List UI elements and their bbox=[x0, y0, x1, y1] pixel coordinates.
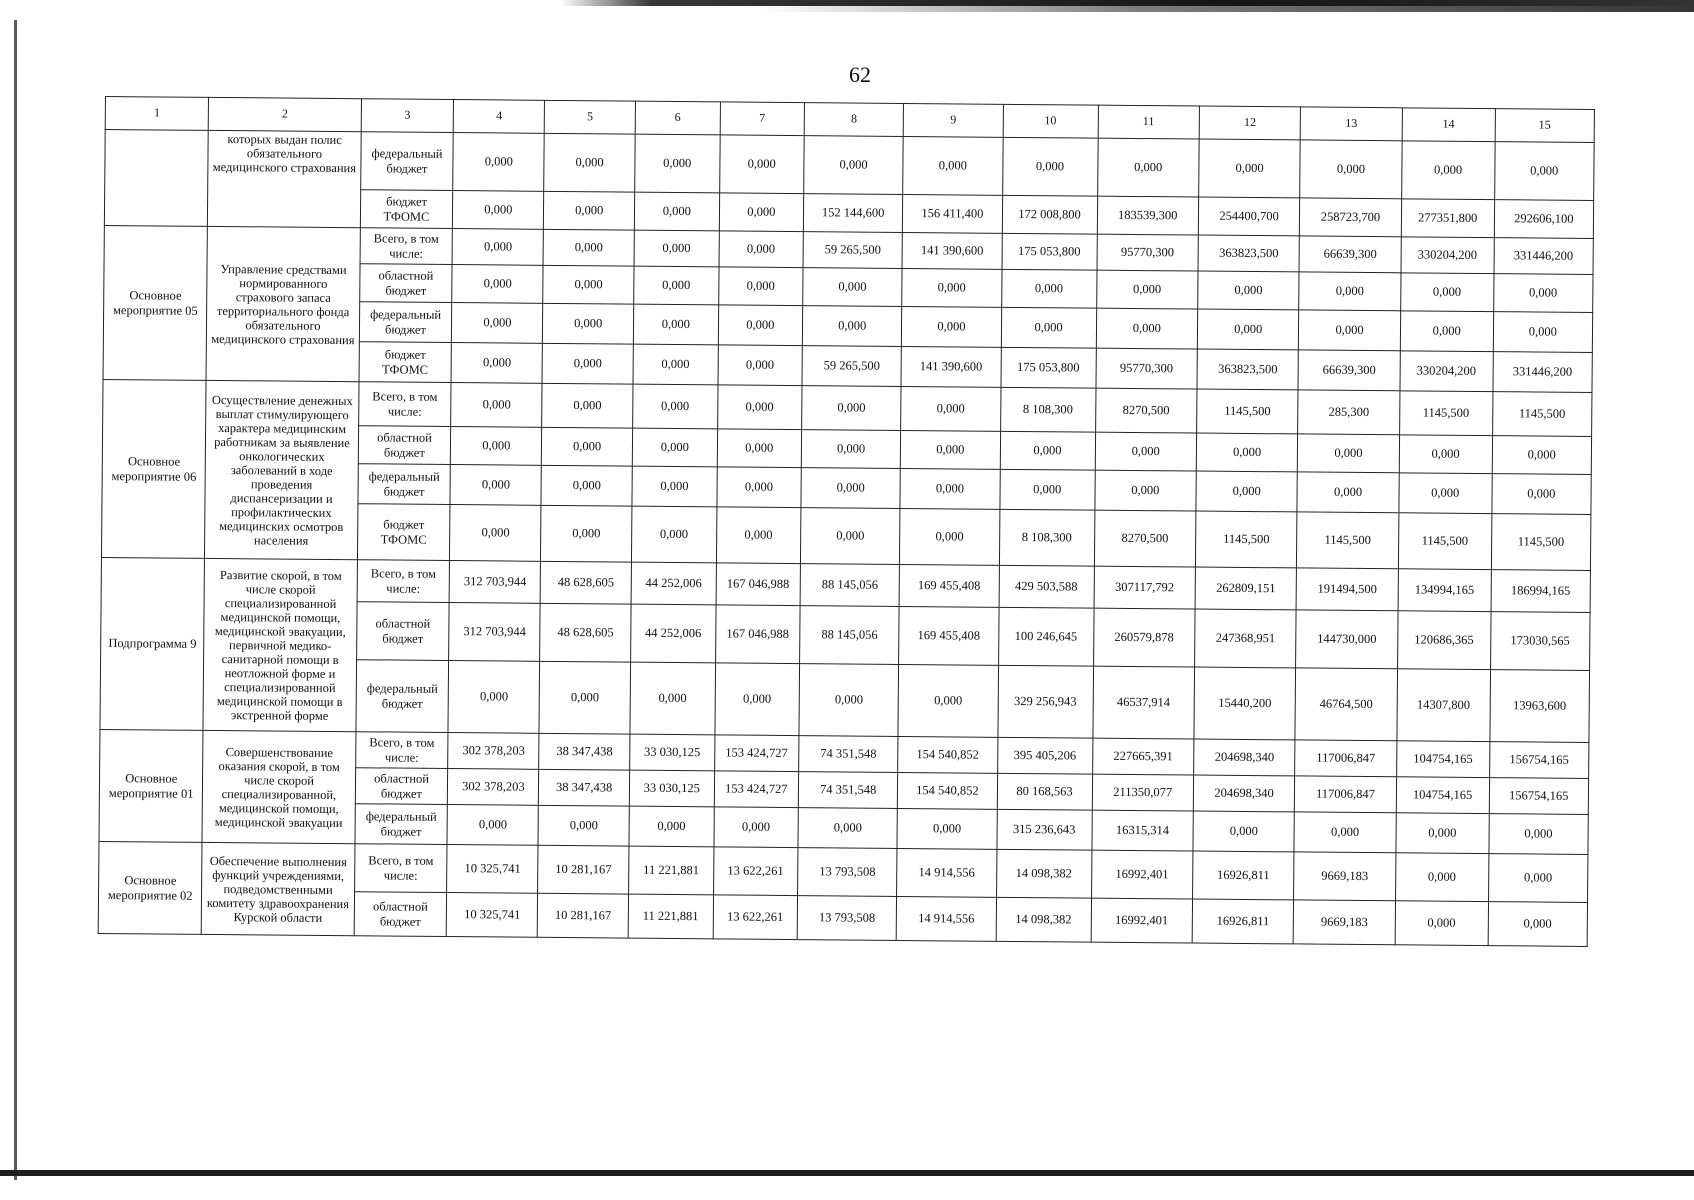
value-cell: 247368,951 bbox=[1195, 609, 1297, 668]
value-cell: 1145,500 bbox=[1195, 511, 1297, 568]
value-cell: 363823,500 bbox=[1198, 235, 1300, 272]
value-cell: 204698,340 bbox=[1193, 775, 1295, 812]
value-cell: 134994,165 bbox=[1398, 569, 1491, 612]
value-cell: 331446,200 bbox=[1494, 238, 1594, 275]
value-cell: 0,000 bbox=[1298, 434, 1400, 473]
value-cell: 277351,800 bbox=[1401, 199, 1494, 238]
value-cell: 0,000 bbox=[453, 191, 544, 230]
value-cell: 16992,401 bbox=[1091, 898, 1193, 943]
value-cell: 38 347,438 bbox=[539, 733, 630, 770]
value-cell: 66639,300 bbox=[1299, 236, 1401, 273]
value-cell: 0,000 bbox=[1299, 310, 1401, 351]
value-cell: 153 424,727 bbox=[714, 771, 799, 808]
value-cell: 153 424,727 bbox=[714, 735, 799, 772]
value-cell: 0,000 bbox=[541, 505, 632, 562]
value-cell: 0,000 bbox=[719, 231, 804, 268]
value-cell: 0,000 bbox=[1197, 309, 1299, 350]
funding-source: Всего, в том числе: bbox=[358, 382, 451, 427]
value-cell: 0,000 bbox=[801, 468, 901, 509]
funding-source: областной бюджет bbox=[354, 892, 447, 937]
value-cell: 169 455,408 bbox=[899, 564, 999, 607]
column-header: 13 bbox=[1301, 107, 1403, 141]
value-cell: 307117,792 bbox=[1094, 566, 1196, 609]
value-cell: 262809,151 bbox=[1195, 567, 1297, 610]
funding-source: федеральный бюджет bbox=[355, 804, 448, 845]
activity-name: Основное мероприятие 02 bbox=[98, 841, 202, 934]
value-cell: 33 030,125 bbox=[630, 734, 715, 771]
value-cell: 0,000 bbox=[1196, 471, 1298, 512]
value-cell: 227665,391 bbox=[1092, 738, 1194, 775]
value-cell: 0,000 bbox=[632, 506, 717, 563]
value-cell: 0,000 bbox=[1095, 470, 1197, 511]
value-cell: 0,000 bbox=[1001, 307, 1096, 348]
activity-description: которых выдан полис обязательного медицинского страхования bbox=[208, 130, 361, 227]
value-cell: 0,000 bbox=[719, 135, 804, 194]
activity-name: Основное мероприятие 05 bbox=[103, 225, 208, 380]
value-cell: 0,000 bbox=[800, 508, 900, 565]
activity-description: Управление средствами нормированного страхового запаса территориального фонда обязательного медицинского страхования bbox=[207, 226, 360, 381]
value-cell: 258723,700 bbox=[1300, 198, 1402, 237]
value-cell: 0,000 bbox=[453, 133, 544, 192]
value-cell: 173030,565 bbox=[1490, 612, 1590, 671]
value-cell: 8270,500 bbox=[1094, 510, 1196, 567]
value-cell: 1145,500 bbox=[1297, 512, 1399, 569]
value-cell: 0,000 bbox=[451, 427, 542, 466]
value-cell: 0,000 bbox=[803, 268, 903, 307]
value-cell: 16926,811 bbox=[1193, 851, 1295, 900]
value-cell: 330204,200 bbox=[1400, 351, 1493, 392]
funding-source: Всего, в том числе: bbox=[354, 844, 447, 893]
value-cell: 0,000 bbox=[1488, 902, 1588, 947]
funding-source: федеральный бюджет bbox=[360, 132, 453, 191]
value-cell: 0,000 bbox=[1493, 274, 1593, 313]
value-cell: 167 046,988 bbox=[715, 605, 800, 664]
value-cell: 8270,500 bbox=[1095, 388, 1197, 433]
value-cell: 0,000 bbox=[719, 193, 804, 232]
column-header: 15 bbox=[1495, 109, 1595, 143]
value-cell: 14 914,556 bbox=[896, 896, 996, 941]
value-cell: 329 256,943 bbox=[998, 665, 1094, 738]
value-cell: 13963,600 bbox=[1490, 670, 1590, 743]
value-cell: 0,000 bbox=[716, 507, 801, 564]
value-cell: 13 793,508 bbox=[798, 848, 898, 897]
value-cell: 0,000 bbox=[447, 805, 538, 846]
value-cell: 10 325,741 bbox=[447, 845, 538, 894]
value-cell: 0,000 bbox=[1396, 813, 1489, 854]
value-cell: 0,000 bbox=[898, 664, 998, 737]
column-header: 2 bbox=[209, 97, 361, 131]
value-cell: 0,000 bbox=[901, 430, 1001, 469]
funding-source: федеральный бюджет bbox=[356, 660, 450, 733]
value-cell: 46764,500 bbox=[1295, 668, 1397, 741]
scan-edge-top-shadow bbox=[760, 6, 1694, 12]
value-cell: 48 628,605 bbox=[540, 603, 631, 662]
value-cell: 0,000 bbox=[798, 808, 898, 849]
value-cell: 0,000 bbox=[897, 808, 997, 849]
value-cell: 0,000 bbox=[633, 304, 718, 345]
value-cell: 59 265,500 bbox=[803, 232, 903, 269]
value-cell: 0,000 bbox=[901, 386, 1001, 431]
value-cell: 9669,183 bbox=[1294, 852, 1396, 901]
funding-source: бюджет ТФОМС bbox=[359, 342, 452, 383]
value-cell: 88 145,056 bbox=[800, 564, 900, 607]
funding-source: бюджет ТФОМС bbox=[360, 190, 453, 229]
value-cell: 1145,500 bbox=[1492, 392, 1592, 437]
value-cell: 14 098,382 bbox=[996, 849, 1091, 898]
value-cell: 120686,365 bbox=[1397, 611, 1490, 670]
value-cell: 0,000 bbox=[718, 305, 803, 346]
value-cell: 95770,300 bbox=[1097, 234, 1199, 271]
value-cell: 186994,165 bbox=[1491, 570, 1591, 613]
value-cell: 0,000 bbox=[1097, 138, 1199, 197]
value-cell: 0,000 bbox=[1196, 433, 1298, 472]
value-cell: 0,000 bbox=[634, 230, 719, 267]
value-cell: 312 703,944 bbox=[449, 603, 540, 662]
column-header: 8 bbox=[804, 103, 904, 137]
column-header: 14 bbox=[1402, 108, 1495, 142]
value-cell: 395 405,206 bbox=[997, 737, 1092, 774]
value-cell: 0,000 bbox=[1489, 814, 1589, 855]
funding-source: областной бюджет bbox=[358, 426, 451, 465]
value-cell: 14 098,382 bbox=[996, 897, 1091, 942]
value-cell: 0,000 bbox=[452, 265, 543, 304]
value-cell: 48 628,605 bbox=[540, 561, 631, 604]
value-cell: 1145,500 bbox=[1398, 513, 1491, 570]
activity-description: Совершенствование оказания скорой, в том числе скорой специализированной, медицинской помощи, медицинской эвакуации bbox=[202, 730, 355, 843]
budget-table-container bbox=[98, 96, 1595, 947]
value-cell: 0,000 bbox=[1199, 139, 1301, 198]
value-cell: 302 378,203 bbox=[448, 733, 539, 770]
value-cell: 16926,811 bbox=[1192, 899, 1294, 944]
value-cell: 292606,100 bbox=[1494, 200, 1594, 239]
funding-source: Всего, в том числе: bbox=[357, 560, 450, 603]
value-cell: 74 351,548 bbox=[798, 772, 898, 809]
value-cell: 10 325,741 bbox=[447, 893, 538, 938]
column-header: 9 bbox=[903, 103, 1003, 137]
column-header: 12 bbox=[1199, 106, 1301, 140]
value-cell: 44 252,006 bbox=[631, 562, 716, 605]
value-cell: 0,000 bbox=[543, 265, 634, 304]
value-cell: 0,000 bbox=[804, 136, 904, 195]
value-cell: 169 455,408 bbox=[899, 606, 999, 665]
value-cell: 144730,000 bbox=[1296, 610, 1398, 669]
value-cell: 152 144,600 bbox=[803, 194, 903, 233]
value-cell: 0,000 bbox=[1401, 141, 1494, 200]
value-cell: 0,000 bbox=[450, 505, 541, 562]
value-cell: 0,000 bbox=[715, 663, 800, 736]
value-cell: 0,000 bbox=[1095, 432, 1197, 471]
funding-source: федеральный бюджет bbox=[359, 302, 452, 343]
table-body bbox=[98, 97, 1594, 947]
activity-description: Развитие скорой, в том числе скорой специализированной медицинской помощи, медицинской эвакуации, первичной медико-санитарной помощи в неотложной форме и специализированной медицинской помощи в экстренной форме bbox=[203, 558, 357, 731]
value-cell: 0,000 bbox=[1493, 312, 1593, 353]
value-cell: 8 108,300 bbox=[1000, 387, 1095, 432]
value-cell: 0,000 bbox=[543, 303, 634, 344]
value-cell: 260579,878 bbox=[1093, 608, 1195, 667]
value-cell: 429 503,588 bbox=[999, 565, 1094, 608]
activity-name bbox=[104, 130, 208, 227]
value-cell: 0,000 bbox=[538, 805, 629, 846]
value-cell: 0,000 bbox=[1001, 269, 1096, 308]
value-cell: 0,000 bbox=[718, 267, 803, 306]
value-cell: 9669,183 bbox=[1293, 900, 1395, 945]
value-cell: 0,000 bbox=[801, 430, 901, 469]
value-cell: 46537,914 bbox=[1093, 666, 1195, 739]
value-cell: 0,000 bbox=[1297, 472, 1399, 513]
value-cell: 363823,500 bbox=[1197, 349, 1299, 390]
value-cell: 0,000 bbox=[900, 508, 1000, 565]
value-cell: 0,000 bbox=[1494, 142, 1594, 201]
column-header: 11 bbox=[1098, 105, 1200, 139]
value-cell: 80 168,563 bbox=[997, 773, 1092, 810]
value-cell: 0,000 bbox=[1395, 853, 1488, 902]
value-cell: 0,000 bbox=[542, 427, 633, 466]
value-cell: 117006,847 bbox=[1295, 776, 1397, 813]
value-cell: 0,000 bbox=[629, 806, 714, 847]
value-cell: 312 703,944 bbox=[450, 561, 541, 604]
column-header: 3 bbox=[361, 99, 454, 133]
value-cell: 0,000 bbox=[633, 344, 718, 385]
value-cell: 0,000 bbox=[1488, 854, 1588, 903]
value-cell: 315 236,643 bbox=[997, 809, 1092, 850]
value-cell: 0,000 bbox=[1193, 811, 1295, 852]
value-cell: 0,000 bbox=[799, 664, 899, 737]
value-cell: 175 053,800 bbox=[1002, 233, 1097, 270]
funding-source: бюджет ТФОМС bbox=[357, 504, 450, 561]
activity-name: Подпрограмма 9 bbox=[100, 557, 205, 730]
column-header: 5 bbox=[544, 100, 635, 134]
value-cell: 11 221,881 bbox=[628, 894, 713, 939]
value-cell: 0,000 bbox=[1300, 140, 1402, 199]
column-header: 7 bbox=[720, 102, 805, 136]
value-cell: 88 145,056 bbox=[800, 606, 900, 665]
value-cell: 66639,300 bbox=[1298, 350, 1400, 391]
value-cell: 0,000 bbox=[541, 465, 632, 506]
value-cell: 0,000 bbox=[634, 192, 719, 231]
value-cell: 95770,300 bbox=[1096, 348, 1198, 389]
value-cell: 0,000 bbox=[634, 266, 719, 305]
value-cell: 330204,200 bbox=[1401, 237, 1494, 274]
activity-name: Основное мероприятие 06 bbox=[101, 379, 206, 558]
value-cell: 16992,401 bbox=[1091, 850, 1193, 899]
value-cell: 0,000 bbox=[1400, 273, 1493, 312]
value-cell: 0,000 bbox=[451, 343, 542, 384]
value-cell: 211350,077 bbox=[1092, 774, 1194, 811]
value-cell: 13 793,508 bbox=[797, 896, 897, 941]
value-cell: 0,000 bbox=[1096, 308, 1198, 349]
value-cell: 0,000 bbox=[1002, 137, 1098, 196]
value-cell: 0,000 bbox=[452, 303, 543, 344]
value-cell: 14307,800 bbox=[1397, 669, 1491, 742]
value-cell: 44 252,006 bbox=[631, 604, 716, 663]
value-cell: 0,000 bbox=[1400, 311, 1493, 352]
value-cell: 38 347,438 bbox=[539, 769, 630, 806]
activity-name: Основное мероприятие 01 bbox=[99, 729, 203, 842]
table-row bbox=[105, 130, 1594, 201]
value-cell: 0,000 bbox=[1000, 431, 1095, 470]
value-cell: 0,000 bbox=[543, 229, 634, 266]
value-cell: 0,000 bbox=[633, 384, 718, 429]
funding-source: федеральный бюджет bbox=[357, 464, 450, 505]
value-cell: 0,000 bbox=[903, 136, 1003, 195]
value-cell: 8 108,300 bbox=[999, 509, 1095, 566]
value-cell: 0,000 bbox=[542, 383, 633, 428]
value-cell: 0,000 bbox=[630, 662, 715, 735]
value-cell: 0,000 bbox=[1492, 474, 1592, 515]
value-cell: 156 411,400 bbox=[903, 194, 1003, 233]
value-cell: 0,000 bbox=[544, 191, 635, 230]
funding-source: областной бюджет bbox=[356, 602, 449, 661]
value-cell: 191494,500 bbox=[1296, 568, 1398, 611]
value-cell: 15440,200 bbox=[1194, 667, 1296, 740]
budget-table bbox=[98, 96, 1595, 947]
funding-source: Всего, в том числе: bbox=[360, 228, 453, 265]
column-header: 10 bbox=[1003, 104, 1098, 138]
value-cell: 0,000 bbox=[1294, 812, 1396, 853]
value-cell: 0,000 bbox=[453, 229, 544, 266]
value-cell: 0,000 bbox=[448, 661, 539, 734]
value-cell: 0,000 bbox=[902, 268, 1002, 307]
value-cell: 302 378,203 bbox=[448, 769, 539, 806]
value-cell: 1145,500 bbox=[1399, 391, 1492, 436]
activity-description: Обеспечение выполнения функций учреждениями, подведомственными комитету здравоохранения Курской области bbox=[202, 842, 355, 935]
value-cell: 0,000 bbox=[635, 134, 720, 193]
value-cell: 0,000 bbox=[1492, 436, 1592, 475]
value-cell: 156754,165 bbox=[1489, 778, 1589, 815]
value-cell: 10 281,167 bbox=[537, 893, 628, 938]
value-cell: 0,000 bbox=[999, 469, 1094, 510]
value-cell: 0,000 bbox=[902, 306, 1002, 347]
value-cell: 74 351,548 bbox=[799, 736, 899, 773]
value-cell: 104754,165 bbox=[1396, 777, 1489, 814]
value-cell: 104754,165 bbox=[1396, 741, 1489, 778]
value-cell: 285,300 bbox=[1298, 390, 1400, 435]
value-cell: 0,000 bbox=[717, 385, 802, 430]
value-cell: 204698,340 bbox=[1194, 739, 1296, 776]
value-cell: 0,000 bbox=[632, 466, 717, 507]
value-cell: 1145,500 bbox=[1197, 389, 1299, 434]
value-cell: 14 914,556 bbox=[897, 848, 997, 897]
value-cell: 100 246,645 bbox=[998, 607, 1094, 666]
value-cell: 141 390,600 bbox=[902, 232, 1002, 269]
value-cell: 0,000 bbox=[1096, 270, 1198, 309]
value-cell: 0,000 bbox=[1395, 901, 1488, 946]
scan-edge-left bbox=[14, 20, 17, 1180]
value-cell: 1145,500 bbox=[1491, 514, 1591, 571]
value-cell: 0,000 bbox=[1399, 435, 1492, 474]
value-cell: 0,000 bbox=[632, 428, 717, 467]
value-cell: 0,000 bbox=[1299, 272, 1401, 311]
scan-edge-bottom bbox=[0, 1170, 1694, 1176]
value-cell: 0,000 bbox=[718, 345, 803, 386]
value-cell: 0,000 bbox=[717, 467, 802, 508]
funding-source: Всего, в том числе: bbox=[355, 732, 448, 769]
value-cell: 0,000 bbox=[802, 386, 902, 431]
value-cell: 0,000 bbox=[1399, 473, 1492, 514]
value-cell: 183539,300 bbox=[1097, 196, 1199, 235]
value-cell: 0,000 bbox=[450, 465, 541, 506]
value-cell: 141 390,600 bbox=[901, 346, 1001, 387]
value-cell: 11 221,881 bbox=[629, 846, 714, 895]
value-cell: 167 046,988 bbox=[716, 563, 801, 606]
value-cell: 0,000 bbox=[900, 468, 1000, 509]
value-cell: 331446,200 bbox=[1493, 352, 1593, 393]
value-cell: 10 281,167 bbox=[538, 845, 629, 894]
value-cell: 0,000 bbox=[717, 429, 802, 468]
value-cell: 13 622,261 bbox=[713, 895, 798, 940]
value-cell: 0,000 bbox=[544, 133, 635, 192]
value-cell: 0,000 bbox=[542, 343, 633, 384]
funding-source: областной бюджет bbox=[359, 264, 452, 303]
value-cell: 0,000 bbox=[802, 306, 902, 347]
value-cell: 172 008,800 bbox=[1002, 195, 1097, 234]
column-header: 1 bbox=[105, 97, 209, 131]
column-header: 6 bbox=[635, 101, 720, 135]
value-cell: 13 622,261 bbox=[713, 847, 798, 896]
value-cell: 16315,314 bbox=[1092, 810, 1194, 851]
value-cell: 0,000 bbox=[451, 383, 542, 428]
value-cell: 154 540,852 bbox=[898, 736, 998, 773]
funding-source: областной бюджет bbox=[355, 768, 448, 805]
value-cell: 254400,700 bbox=[1198, 197, 1300, 236]
value-cell: 0,000 bbox=[714, 807, 799, 848]
page-number: 62 bbox=[849, 62, 871, 87]
column-header: 4 bbox=[454, 100, 545, 134]
value-cell: 33 030,125 bbox=[629, 770, 714, 807]
value-cell: 0,000 bbox=[539, 661, 630, 734]
value-cell: 59 265,500 bbox=[802, 346, 902, 387]
value-cell: 154 540,852 bbox=[898, 772, 998, 809]
value-cell: 156754,165 bbox=[1489, 742, 1589, 779]
value-cell: 0,000 bbox=[1198, 271, 1300, 310]
value-cell: 175 053,800 bbox=[1001, 347, 1096, 388]
activity-description: Осуществление денежных выплат стимулирующего характера медицинским работникам за выявление онкологических заболеваний в ходе проведения диспансеризации и профилактических медицинских осмотров населения bbox=[205, 380, 359, 559]
value-cell: 117006,847 bbox=[1295, 740, 1397, 777]
